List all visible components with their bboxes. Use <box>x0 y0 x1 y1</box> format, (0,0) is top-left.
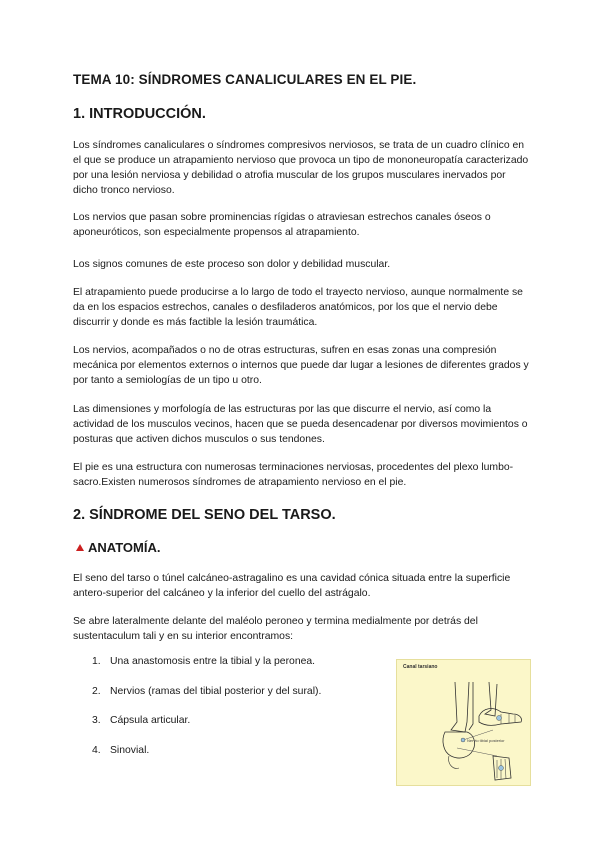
section-heading-seno-del-tarso: 2. SÍNDROME DEL SENO DEL TARSO. <box>73 507 336 523</box>
figure-label: Nervio tibial posterior <box>467 738 505 743</box>
list-number: 3. <box>92 715 101 726</box>
section-heading-introduccion: 1. INTRODUCCIÓN. <box>73 106 206 122</box>
list-text: Una anastomosis entre la tibial y la peronea. <box>110 656 316 667</box>
paragraph: Los nervios, acompañados o no de otras estructuras, sufren en esas zonas una compresión mecánica por elementos externos o internos que puede dar lugar a lesiones de diferentes grados y por tanto a semiologías de un tipo u otro. <box>73 345 529 386</box>
subheading-anatomia <box>76 540 160 555</box>
list-item <box>92 745 321 775</box>
paragraph: Los signos comunes de este proceso son dolor y debilidad muscular. <box>73 259 391 270</box>
list-number: 4. <box>92 744 101 756</box>
paragraph: El atrapamiento puede producirse a lo largo de todo el trayecto nervioso, aunque normalmente se da en los espacios estrechos, canales o desfiladeros anatómicos, por los que el nervio debe discurrir y donde es más factible la lesión traumática. <box>73 287 523 328</box>
list-number: 1. <box>92 656 101 667</box>
triangle-bullet-icon <box>76 544 84 551</box>
list-text: Nervios (ramas del tibial posterior y del sural). <box>110 685 322 697</box>
document-title: TEMA 10: SÍNDROMES CANALICULARES EN EL PIE. <box>73 72 417 87</box>
paragraph: Los síndromes canaliculares o síndromes compresivos nerviosos, se trata de un cuadro clínico en el que se produce un atrapamiento nervioso que provoca un tipo de mononeuropatía caracterizado por una lesión nerviosa y debilidad o atrofia muscular de los grupos musculares inervados por dicho tronco nervioso. <box>73 140 529 196</box>
numbered-list <box>92 656 321 774</box>
paragraph: El seno del tarso o túnel calcáneo-astragalino es una cavidad cónica situada entre la superficie antero-superior del calcáneo y la inferior del cuello del astrágalo. <box>73 573 511 599</box>
list-text: Cápsula articular. <box>110 715 191 726</box>
figure-caption: Canal tarsiano <box>403 664 438 670</box>
foot-bones-illustration <box>397 660 531 786</box>
list-number: 2. <box>92 685 101 697</box>
paragraph: El pie es una estructura con numerosas terminaciones nerviosas, procedentes del plexo lumbo-sacro.Existen numerosos síndromes de atrapamiento nervioso en el pie. <box>73 462 514 488</box>
paragraph: Los nervios que pasan sobre prominencias rígidas o atraviesan estrechos canales óseos o aponeuróticos, son especialmente propensos al atrapamiento. <box>73 212 491 238</box>
subheading-label: ANATOMÍA. <box>88 540 161 555</box>
list-text: Sinovial. <box>110 744 150 756</box>
list-item <box>92 686 321 716</box>
paragraph: Se abre lateralmente delante del maléolo peroneo y termina medialmente por detrás del sustentaculum tali y en su interior encontramos: <box>73 616 478 642</box>
anatomy-figure <box>396 659 531 786</box>
list-item <box>92 715 321 745</box>
list-item <box>92 656 321 686</box>
paragraph: Las dimensiones y morfología de las estructuras por las que discurre el nervio, así como la actividad de los musculos vecinos, hacen que se pueda desencadenar por diversos movimientos o posturas que activen dichos musculos o sus tendones. <box>73 404 528 445</box>
